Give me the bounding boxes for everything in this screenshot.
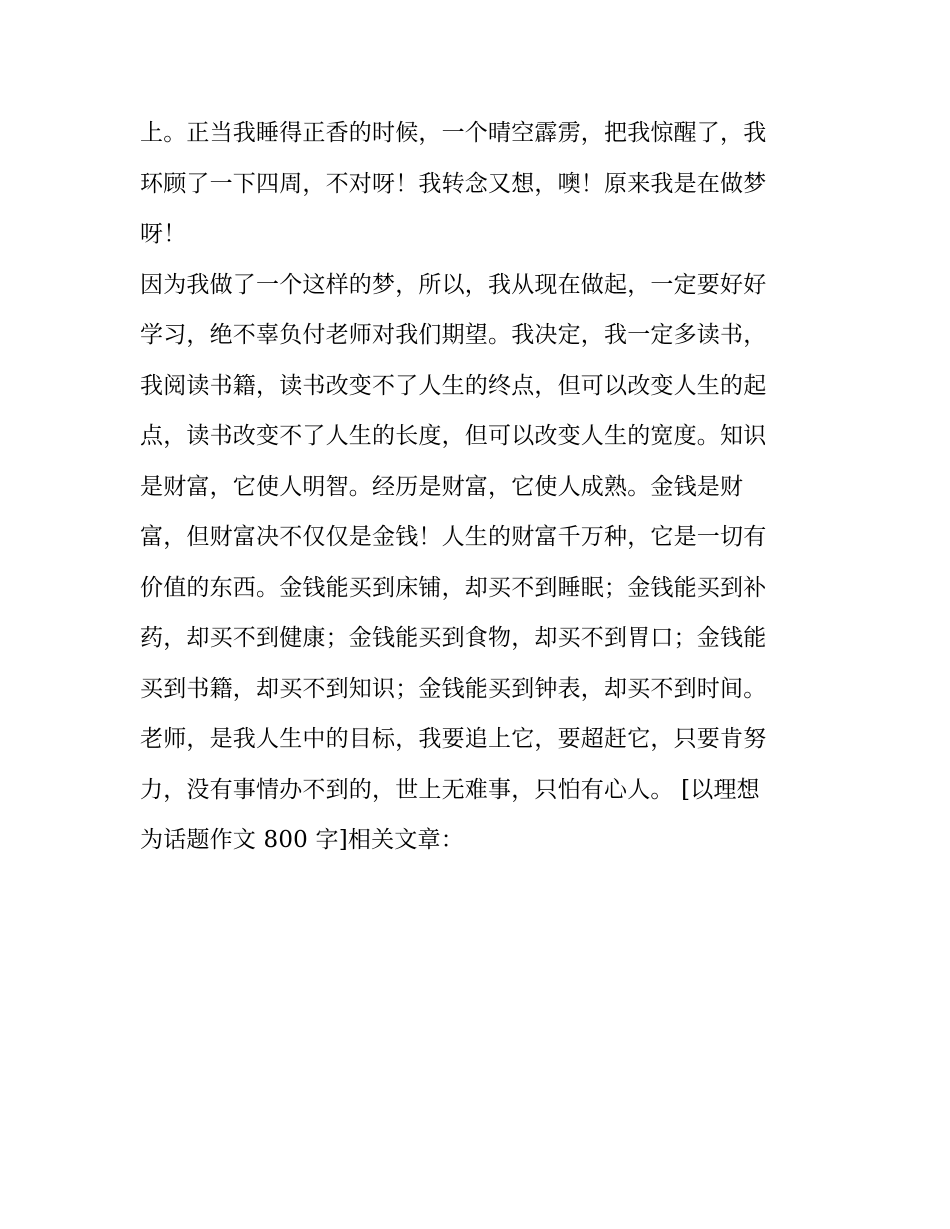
text-line: 因为我做了一个这样的梦，所以，我从现在做起，一定要好好 — [140, 271, 767, 298]
text-line: 上。正当我睡得正香的时候，一个晴空霹雳，把我惊醒了，我 — [140, 120, 767, 146]
text-line: 点，读书改变不了人生的长度，但可以改变人生的宽度。知识 — [140, 423, 767, 449]
text-line: 为话题作文 800 字]相关文章： — [140, 827, 464, 853]
text-line: 价值的东西。金钱能买到床铺，却买不到睡眠；金钱能买到补 — [140, 574, 767, 601]
text-line: 买到书籍，却买不到知识；金钱能买到钟表，却买不到时间。 — [140, 675, 767, 702]
text-line: 我阅读书籍，读书改变不了人生的终点，但可以改变人生的起 — [140, 372, 767, 399]
text-line: 力，没有事情办不到的，世上无难事，只怕有心人。 [以理想 — [140, 776, 760, 803]
body-text — [140, 108, 820, 866]
text-line: 药，却买不到健康；金钱能买到食物，却买不到胃口；金钱能 — [140, 625, 767, 651]
text-line: 老师，是我人生中的目标，我要追上它，要超赶它，只要肯努 — [140, 726, 767, 752]
text-line: 是财富，它使人明智。经历是财富，它使人成熟。金钱是财 — [140, 473, 744, 500]
text-line: 学习，绝不辜负付老师对我们期望。我决定，我一定多读书， — [140, 322, 767, 348]
text-line: 富，但财富决不仅仅是金钱！人生的财富千万种，它是一切有 — [140, 524, 767, 550]
text-line: 环顾了一下四周，不对呀！我转念又想，噢！原来我是在做梦 — [140, 170, 767, 197]
text-line: 呀！ — [140, 221, 187, 247]
